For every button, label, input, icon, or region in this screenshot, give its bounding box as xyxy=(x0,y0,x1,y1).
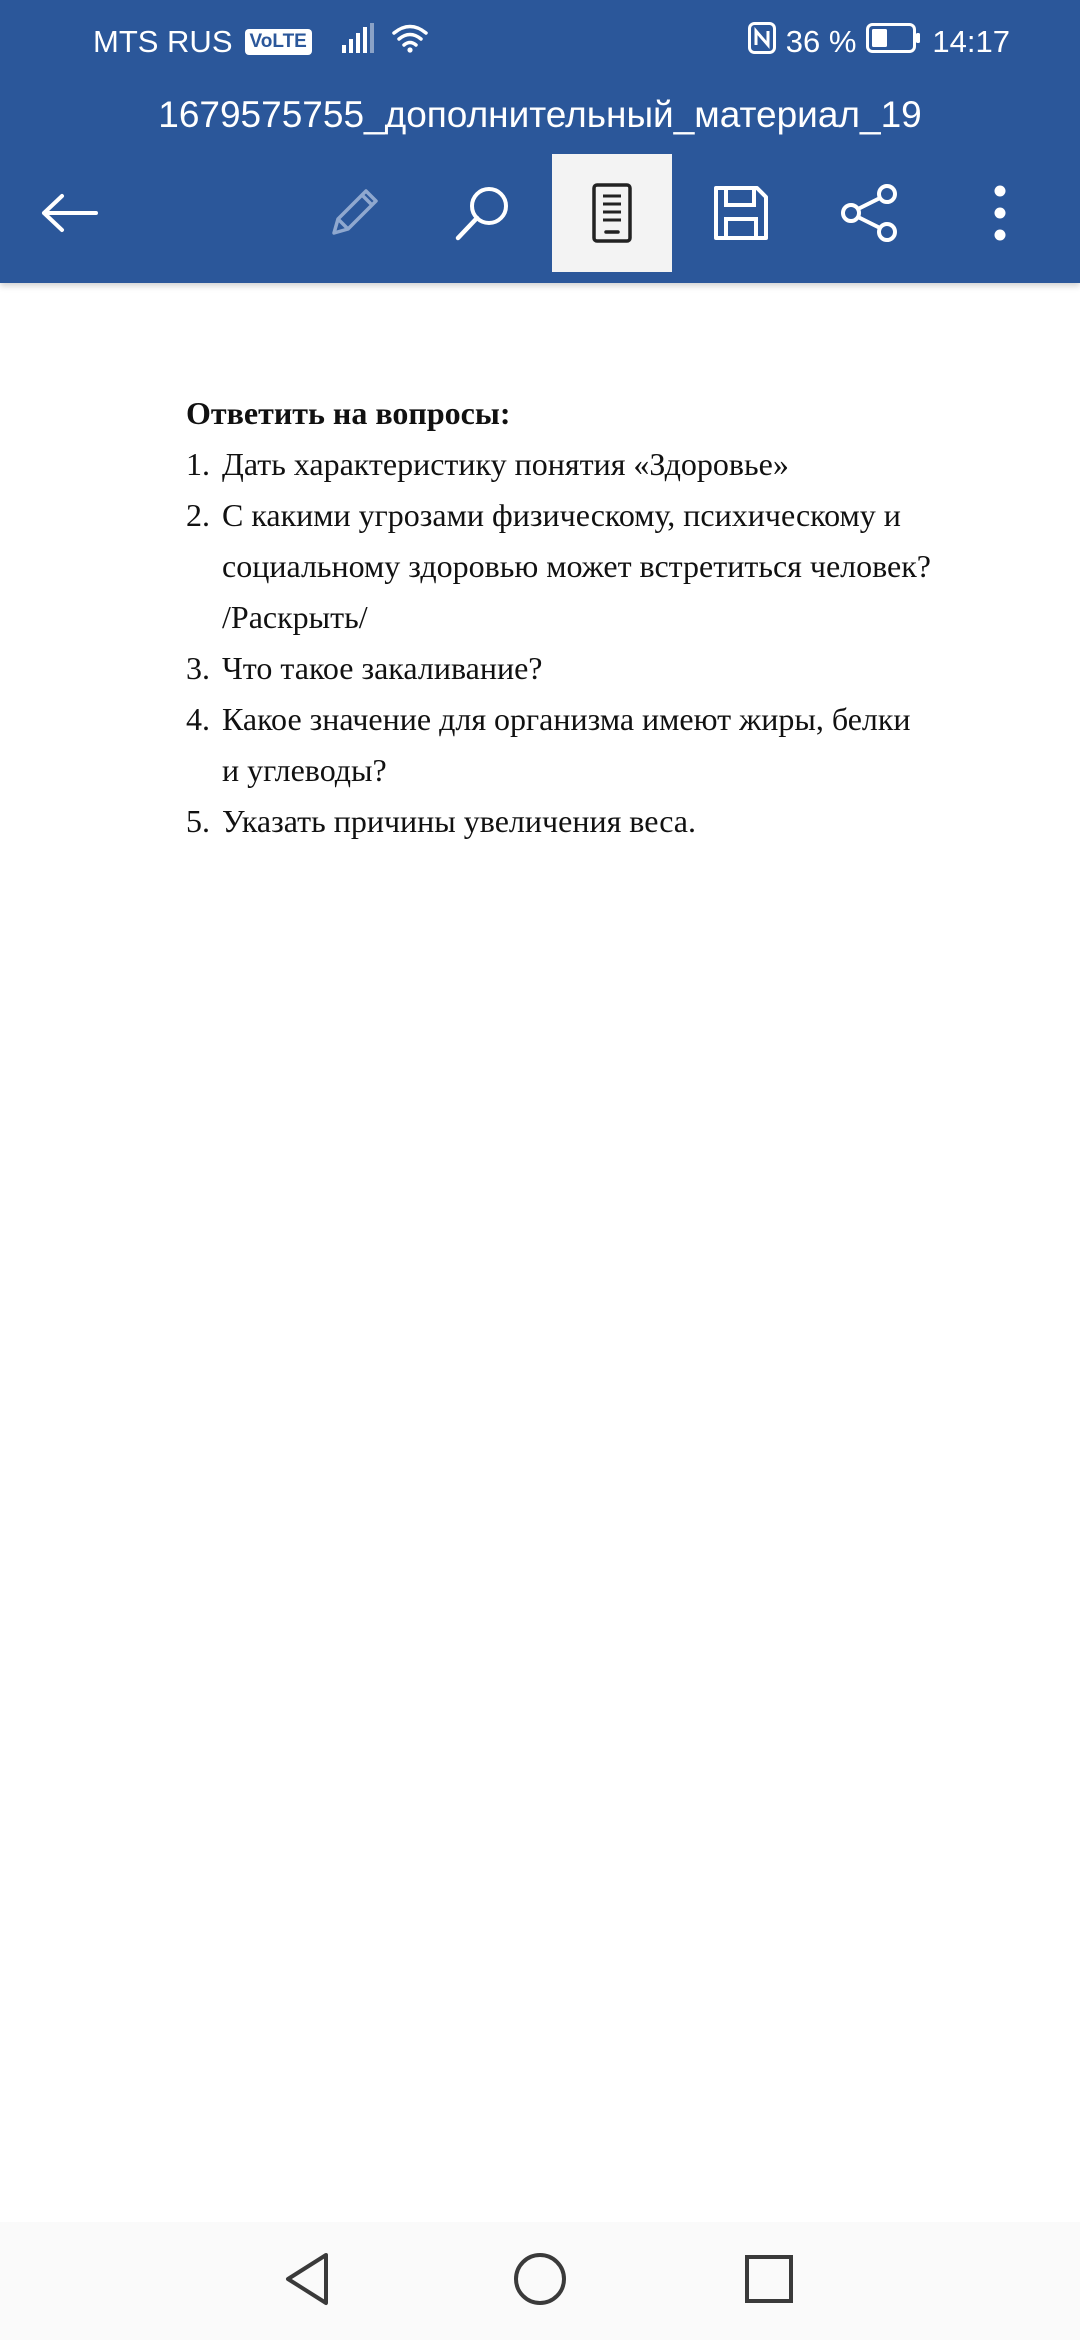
status-bar xyxy=(0,0,1080,84)
questions-list xyxy=(186,439,1006,847)
nav-recents-button[interactable] xyxy=(724,2242,814,2320)
battery-percent: 36 % xyxy=(785,24,857,59)
signal-icon xyxy=(342,23,376,61)
question-number: 4. xyxy=(186,701,210,737)
app-header xyxy=(0,0,1080,283)
question-number: 2. xyxy=(186,497,210,533)
document-content xyxy=(186,388,1006,847)
status-left xyxy=(93,22,428,62)
nav-back-button[interactable] xyxy=(262,2242,352,2320)
question-number: 1. xyxy=(186,446,210,482)
more-vertical-icon xyxy=(990,183,1010,243)
edit-button[interactable] xyxy=(294,154,414,272)
pencil-icon xyxy=(324,183,384,243)
question-line: социальному здоровью может встретиться человек? xyxy=(222,548,931,584)
square-recents-icon xyxy=(744,2254,794,2309)
wifi-icon xyxy=(392,23,428,61)
search-button[interactable] xyxy=(423,154,543,272)
share-icon xyxy=(839,182,901,244)
save-icon xyxy=(711,183,771,243)
question-number: 3. xyxy=(186,650,210,686)
question-line: С какими угрозами физическому, психическому и xyxy=(222,497,901,533)
nfc-icon xyxy=(748,22,776,62)
question-line: Дать характеристику понятия «Здоровье» xyxy=(222,446,789,482)
mobile-view-button[interactable] xyxy=(552,154,672,272)
question-line: Что такое закаливание? xyxy=(222,650,543,686)
mobile-view-icon xyxy=(590,182,634,244)
question-line: /Раскрыть/ xyxy=(222,599,368,635)
doc-heading: Ответить на вопросы: xyxy=(186,395,511,431)
question-line: Какое значение для организма имеют жиры, белки xyxy=(222,701,911,737)
share-button[interactable] xyxy=(810,154,930,272)
clock: 14:17 xyxy=(932,24,1010,59)
nav-home-button[interactable] xyxy=(495,2242,585,2320)
search-icon xyxy=(452,182,514,244)
question-line: Указать причины увеличения веса. xyxy=(222,803,696,839)
question-item xyxy=(186,694,1006,796)
triangle-back-icon xyxy=(282,2251,332,2312)
more-options-button[interactable] xyxy=(940,154,1060,272)
question-item xyxy=(186,796,1006,847)
status-right xyxy=(748,22,1010,62)
question-number: 5. xyxy=(186,803,210,839)
battery-icon xyxy=(866,23,922,61)
carrier-name: MTS RUS xyxy=(93,24,233,59)
system-nav-bar xyxy=(0,2222,1080,2340)
question-item xyxy=(186,490,1006,643)
toolbar xyxy=(0,150,1080,276)
volte-badge: VoLTE xyxy=(245,29,312,55)
save-button[interactable] xyxy=(681,154,801,272)
question-item xyxy=(186,643,1006,694)
back-button[interactable] xyxy=(10,154,130,272)
question-line: и углеводы? xyxy=(222,752,387,788)
question-item xyxy=(186,439,1006,490)
back-arrow-icon xyxy=(40,193,100,233)
circle-home-icon xyxy=(512,2251,568,2312)
document-title: 1679575755_дополнительный_материал_19 xyxy=(158,94,922,135)
